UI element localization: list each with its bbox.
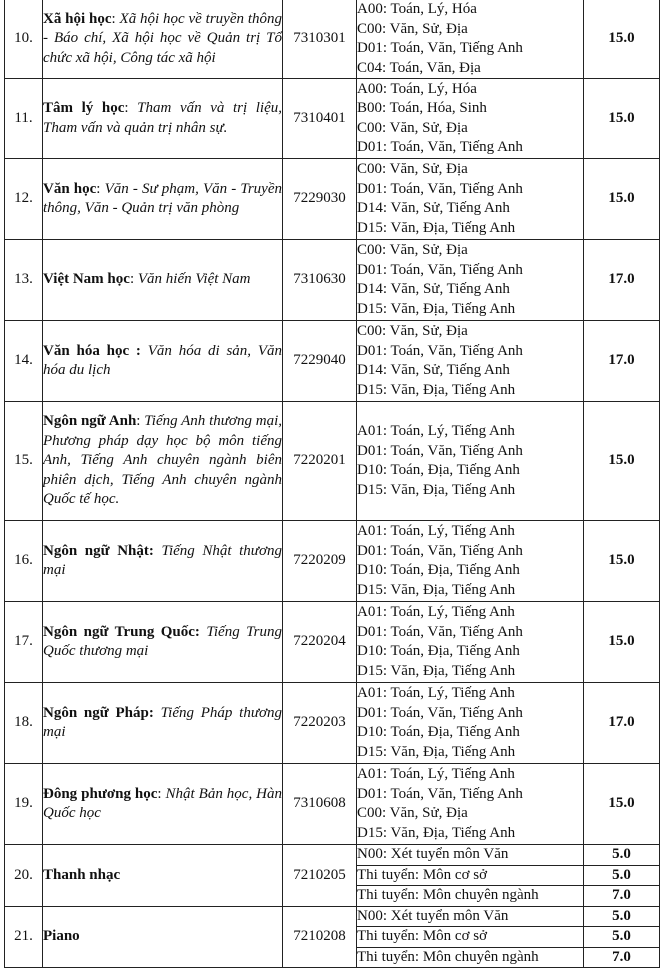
major-code: 7229030 [283,159,357,240]
subject-combinations [357,79,584,159]
major-code: 7310608 [283,764,357,845]
subject-combinations [357,402,584,521]
major-cell: Tâm lý học: Tham vấn và trị liệu, Tham vấn và quản trị nhân sự. [43,79,283,159]
subject-combinations [357,602,584,683]
major-cell: Văn học: Văn - Sư phạm, Văn - Truyền thông, Văn - Quản trị văn phòng [43,159,283,240]
combination-item: D01: Toán, Văn, Tiếng Anh [357,180,523,197]
major-description: Văn hiến Việt Nam [137,271,251,288]
subject-combinations [357,0,584,79]
combination-item: A01: Toán, Lý, Tiếng Anh [357,523,515,539]
subject-combinations [357,683,584,764]
combination-item: D15: Văn, Địa, Tiếng Anh [357,481,516,498]
combination-item: C04: Toán, Văn, Địa [357,59,481,76]
combination-item: D01: Toán, Văn, Tiếng Anh [357,40,523,56]
combination-item: A00: Toán, Lý, Hóa [357,1,477,17]
combination-item: D14: Văn, Sử, Tiếng Anh [357,281,510,297]
major-cell: Đông phương học: Nhật Bản học, Hàn Quốc học [43,764,283,845]
major-code: 7210205 [283,845,357,907]
major-cell [43,906,283,968]
combination-item: A01: Toán, Lý, Tiếng Anh [357,766,515,782]
program-row [5,521,660,602]
benchmark-score: 15.0 [584,0,660,79]
combination-item: A00: Toán, Lý, Hóa [357,80,477,97]
admissions-table-body [5,0,660,968]
program-row [5,0,660,79]
music-program-row [5,845,660,866]
benchmark-score: 17.0 [584,240,660,321]
combination-item: D10: Toán, Địa, Tiếng Anh [357,562,520,578]
row-number: 21. [5,906,43,968]
benchmark-score: 15.0 [584,402,660,521]
major-cell [43,602,283,683]
combination-item: C00: Văn, Sử, Địa [357,805,468,821]
major-description: Văn - Sư phạm, Văn - Truyền thông, Văn - Quản trị văn phòng [43,180,282,216]
major-description: Tiếng Nhật thương mại [43,542,282,578]
combination-item: A01: Toán, Lý, Tiếng Anh [357,685,515,701]
combination-item: C00: Văn, Sử, Địa [357,20,468,37]
combination-item: D14: Văn, Sử, Tiếng Anh [357,362,510,378]
major-name: Ngôn ngữ Nhật: [43,542,154,559]
major-name: Ngôn ngữ Anh [43,413,137,430]
program-row [5,79,660,159]
component-score: 7.0 [584,886,660,907]
exam-component: Thi tuyển: Môn chuyên ngành [357,886,584,907]
row-number: 14. [5,321,43,402]
music-program-row [5,906,660,927]
major-description: Tiếng Trung Quốc thương mại [43,623,282,659]
combination-item: D15: Văn, Địa, Tiếng Anh [357,381,516,398]
program-row [5,683,660,764]
program-row [5,402,660,521]
program-row [5,321,660,402]
combination-item: D15: Văn, Địa, Tiếng Anh [357,581,516,598]
component-score: 7.0 [584,947,660,968]
major-name: Ngôn ngữ Trung Quốc: [43,623,200,640]
major-cell [43,321,283,402]
combination-item: C00: Văn, Sử, Địa [357,242,468,258]
row-number: 20. [5,845,43,907]
major-cell: Xã hội học: Xã hội học về truyền thông - Báo chí, Xã hội học về Quản trị Tổ chức xã hội, Công tác xã hội [43,0,283,79]
major-code: 7220209 [283,521,357,602]
major-code: 7310301 [283,0,357,79]
benchmark-score: 17.0 [584,683,660,764]
combination-item: D10: Toán, Địa, Tiếng Anh [357,462,520,478]
benchmark-score: 15.0 [584,602,660,683]
combination-item: D01: Toán, Văn, Tiếng Anh [357,623,523,640]
component-score: 5.0 [584,906,660,927]
major-description: Nhật Bản học, Hàn Quốc học [43,785,282,821]
major-code: 7229040 [283,321,357,402]
program-row [5,602,660,683]
benchmark-score: 15.0 [584,79,660,159]
combination-item: D15: Văn, Địa, Tiếng Anh [357,219,516,236]
exam-component: Thi tuyển: Môn cơ sở [357,865,584,886]
major-name: Piano [43,928,80,944]
major-name: Đông phương học [43,785,158,802]
subject-combinations [357,240,584,321]
major-cell [43,845,283,907]
component-score: 5.0 [584,845,660,866]
benchmark-score: 15.0 [584,521,660,602]
major-description: Xã hội học về truyền thông - Báo chí, Xã hội học về Quản trị Tổ chức xã hội, Công tác xã hội [43,10,283,66]
combination-item: D01: Toán, Văn, Tiếng Anh [357,261,523,278]
subject-combinations [357,764,584,845]
row-number: 11. [5,79,43,159]
major-cell [43,683,283,764]
combination-item: D01: Toán, Văn, Tiếng Anh [357,442,523,459]
row-number: 13. [5,240,43,321]
benchmark-score: 15.0 [584,764,660,845]
major-description: Tham vấn và trị liệu, Tham vấn và quản trị nhân sự. [43,100,283,136]
major-description: Văn hóa di sản, Văn hóa du lịch [43,342,283,378]
major-name: Thanh nhạc [43,866,121,883]
benchmark-score: 15.0 [584,159,660,240]
major-name: Văn hóa học : [43,342,141,359]
major-name: Văn học [43,180,97,197]
major-name: Việt Nam học [43,271,130,288]
combination-item: C00: Văn, Sử, Địa [357,161,468,177]
major-code: 7210208 [283,906,357,968]
major-code: 7220201 [283,402,357,521]
combination-item: D14: Văn, Sử, Tiếng Anh [357,200,510,216]
major-name: Ngôn ngữ Pháp: [43,704,154,721]
major-code: 7310630 [283,240,357,321]
subject-combinations [357,159,584,240]
combination-item: D10: Toán, Địa, Tiếng Anh [357,643,520,659]
major-cell: Ngôn ngữ Anh: Tiếng Anh thương mại, Phương pháp dạy học bộ môn tiếng Anh, Tiếng Anh chuyên ngành biên phiên dịch, Tiếng Anh chuyên ngành Quốc tế học. [43,402,283,521]
program-row [5,159,660,240]
exam-component: Thi tuyển: Môn cơ sở [357,927,584,948]
benchmark-score: 17.0 [584,321,660,402]
row-number: 19. [5,764,43,845]
exam-component: N00: Xét tuyển môn Văn [357,845,584,866]
combination-item: D01: Toán, Văn, Tiếng Anh [357,704,523,721]
subject-combinations [357,321,584,402]
combination-item: A01: Toán, Lý, Tiếng Anh [357,423,515,439]
combination-item: D15: Văn, Địa, Tiếng Anh [357,662,516,679]
major-description: Tiếng Pháp thương mại [43,704,283,740]
major-description: Tiếng Anh thương mại, Phương pháp dạy học bộ môn tiếng Anh, Tiếng Anh chuyên ngành biên phiên dịch, Tiếng Anh chuyên ngành Quốc tế học. [43,413,282,508]
combination-item: D01: Toán, Văn, Tiếng Anh [357,542,523,559]
subject-combinations [357,521,584,602]
combination-item: A01: Toán, Lý, Tiếng Anh [357,604,515,620]
combination-item: C00: Văn, Sử, Địa [357,119,468,136]
major-code: 7220203 [283,683,357,764]
component-score: 5.0 [584,865,660,886]
major-code: 7310401 [283,79,357,159]
major-cell: Việt Nam học: Văn hiến Việt Nam [43,240,283,321]
row-number: 16. [5,521,43,602]
major-cell [43,521,283,602]
admissions-table [4,0,660,968]
exam-component: Thi tuyển: Môn chuyên ngành [357,947,584,968]
combination-item: C00: Văn, Sử, Địa [357,323,468,339]
row-number: 15. [5,402,43,521]
exam-component: N00: Xét tuyển môn Văn [357,906,584,927]
combination-item: D15: Văn, Địa, Tiếng Anh [357,824,516,841]
major-name: Tâm lý học [43,100,125,116]
program-row [5,240,660,321]
row-number: 10. [5,0,43,79]
combination-item: D10: Toán, Địa, Tiếng Anh [357,724,520,740]
major-code: 7220204 [283,602,357,683]
program-row [5,764,660,845]
combination-item: D01: Toán, Văn, Tiếng Anh [357,785,523,802]
combination-item: D01: Toán, Văn, Tiếng Anh [357,139,523,155]
row-number: 17. [5,602,43,683]
major-name: Xã hội học [43,10,112,27]
combination-item: B00: Toán, Hóa, Sinh [357,100,487,116]
combination-item: D01: Toán, Văn, Tiếng Anh [357,342,523,359]
combination-item: D15: Văn, Địa, Tiếng Anh [357,743,516,760]
row-number: 12. [5,159,43,240]
row-number: 18. [5,683,43,764]
combination-item: D15: Văn, Địa, Tiếng Anh [357,300,516,317]
component-score: 5.0 [584,927,660,948]
